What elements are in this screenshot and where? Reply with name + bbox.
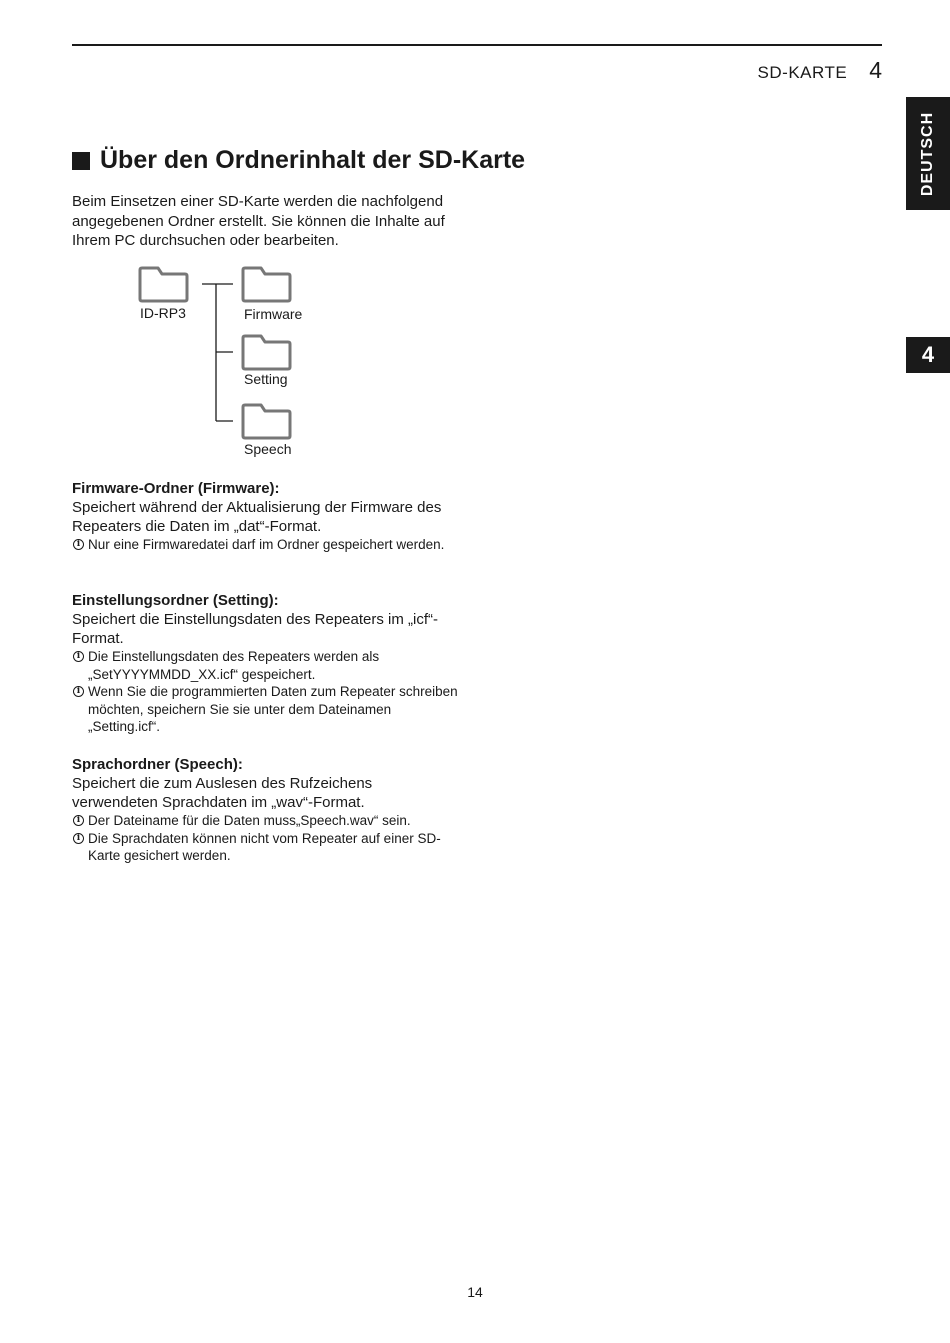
folder-icon-firmware xyxy=(243,268,290,301)
intro-paragraph: Beim Einsetzen einer SD-Karte werden die nachfolgend angegebenen Ordner erstellt. Sie können die Inhalte auf Ihrem PC durchsuchen oder bearbeiten. xyxy=(72,193,445,249)
setting-note-1-text: Die Einstellungsdaten des Repeaters werden als „SetYYYYMMDD_XX.icf“ gespeichert. xyxy=(88,649,380,682)
firmware-section-desc: Speichert während der Aktualisierung der Firmware des Repeaters die Daten im „dat“-Format. xyxy=(72,499,442,535)
speech-note-2 xyxy=(72,830,462,865)
info-icon: i xyxy=(73,815,84,826)
heading-square-icon xyxy=(72,152,90,170)
firmware-section xyxy=(72,479,462,554)
page-number: 14 xyxy=(467,1284,483,1300)
section-number: 4 xyxy=(869,57,882,83)
language-tab-label: DEUTSCH xyxy=(919,111,936,196)
page-heading xyxy=(72,146,525,175)
speech-section-desc: Speichert die zum Auslesen des Rufzeichens verwendeten Sprachdaten im „wav“-Format. xyxy=(72,775,373,811)
info-icon: i xyxy=(73,539,84,550)
folder-icon-setting xyxy=(243,336,290,369)
info-icon: i xyxy=(73,686,84,697)
setting-section-title: Einstellungsordner (Setting): xyxy=(72,592,279,609)
setting-note-2 xyxy=(72,683,462,736)
folder-icon-root xyxy=(140,268,187,301)
chapter-tab: 4 xyxy=(906,337,950,373)
speech-section-title: Sprachordner (Speech): xyxy=(72,756,243,773)
setting-section xyxy=(72,591,462,736)
setting-note-2-text: Wenn Sie die programmierten Daten zum Repeater schreiben möchten, speichern Sie sie unter dem Dateinamen „Setting.icf“. xyxy=(88,684,458,734)
speech-note-1 xyxy=(72,812,462,830)
language-tab xyxy=(906,97,950,210)
header-rule xyxy=(72,44,882,46)
section-title: SD-KARTE xyxy=(757,63,848,82)
firmware-note-text: Nur eine Firmwaredatei darf im Ordner gespeichert werden. xyxy=(88,537,445,552)
firmware-note xyxy=(72,536,462,554)
setting-section-desc: Speichert die Einstellungsdaten des Repeaters im „icf“-Format. xyxy=(72,611,439,647)
setting-note-1 xyxy=(72,648,462,683)
info-icon: i xyxy=(73,833,84,844)
folder-label-setting: Setting xyxy=(244,371,288,387)
firmware-section-title: Firmware-Ordner (Firmware): xyxy=(72,480,280,497)
speech-section xyxy=(72,755,462,865)
info-icon: i xyxy=(73,651,84,662)
folder-label-root: ID-RP3 xyxy=(140,305,186,321)
running-header xyxy=(758,57,882,84)
speech-note-1-text: Der Dateiname für die Daten muss„Speech.wav“ sein. xyxy=(88,813,411,828)
folder-label-speech: Speech xyxy=(244,441,292,457)
speech-note-2-text: Die Sprachdaten können nicht vom Repeater auf einer SD-Karte gesichert werden. xyxy=(88,830,441,863)
folder-icon-speech xyxy=(243,405,290,438)
page-heading-text: Über den Ordnerinhalt der SD-Karte xyxy=(100,146,526,174)
folder-label-firmware: Firmware xyxy=(244,306,303,322)
